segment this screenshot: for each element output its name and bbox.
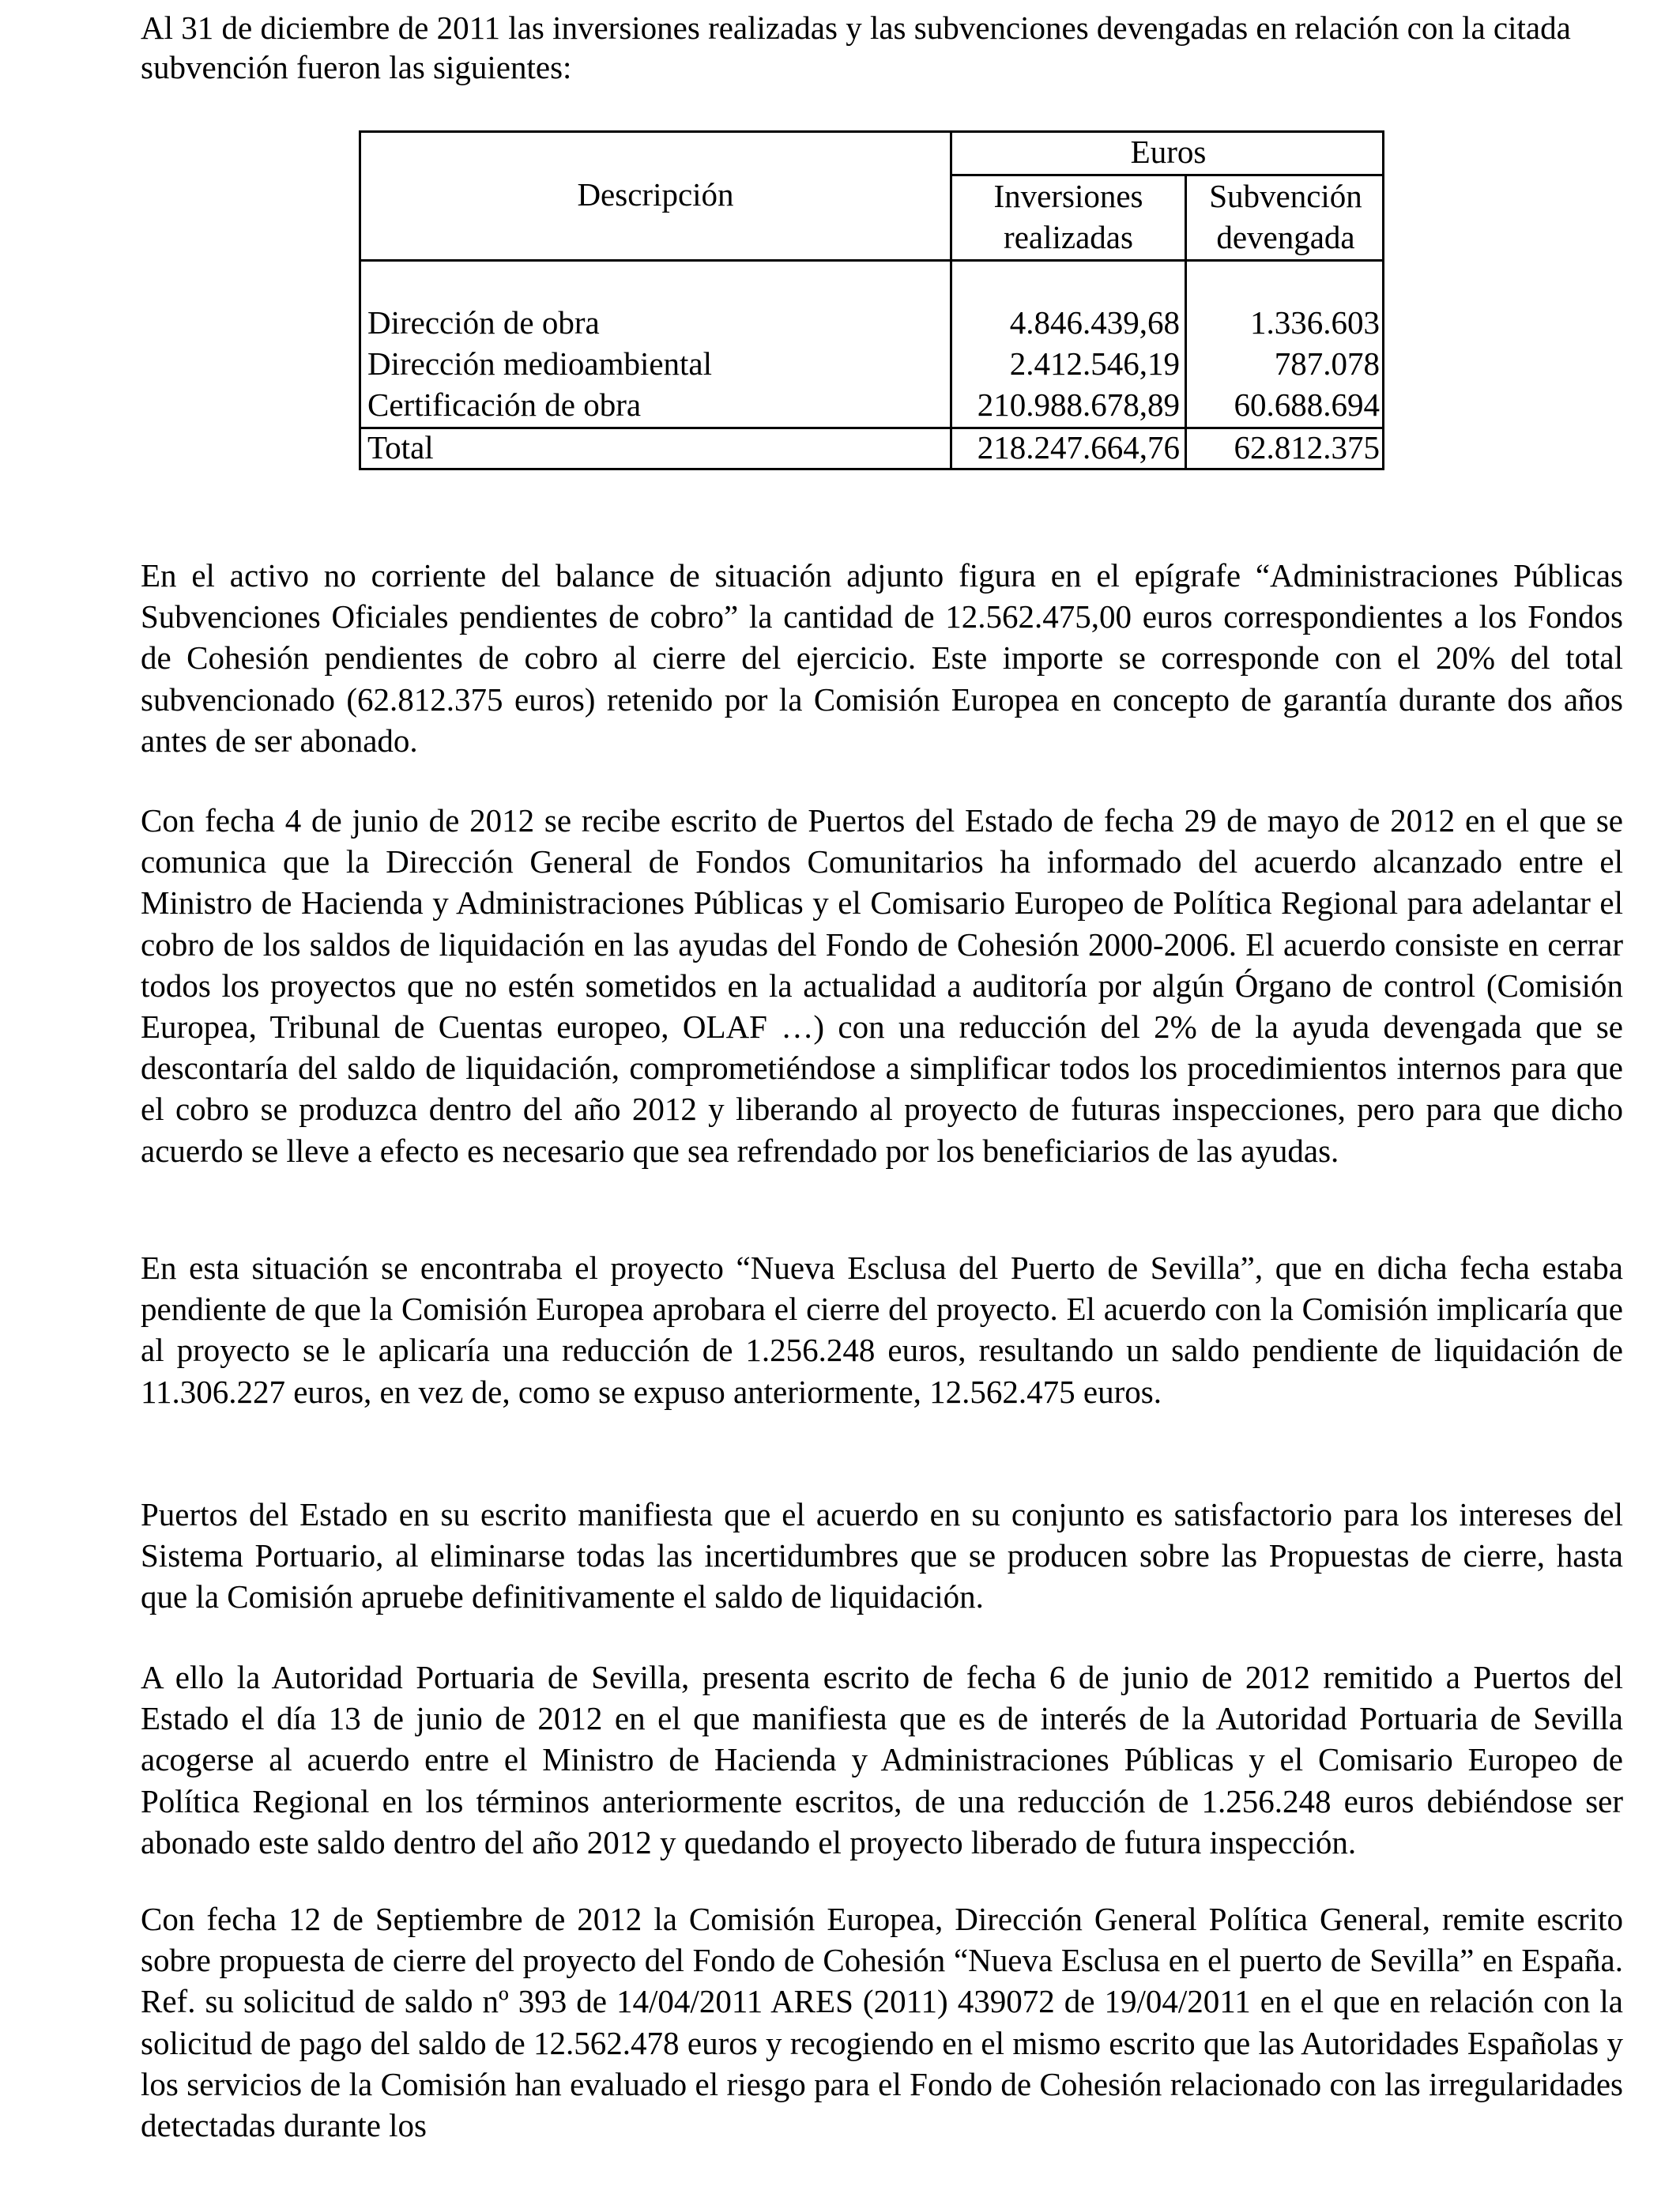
header-descripcion: Descripción bbox=[577, 176, 734, 213]
autoridad-paragraph: A ello la Autoridad Portuaria de Sevilla, presenta escrito de fecha 6 de junio de 2012 remitido a Puertos del Estado el día 13 de junio de 2012 en el que manifiesta que es de interés de la Autoridad Portuaria de Sevilla acogerse al acuerdo entre el Ministro de Hacienda y Administraciones Públicas y el Comisario Europeo de Política Regional en los términos anteriormente escritos, de una reducción de 1.256.248 euros debiéndose ser abonado este saldo dentro del año 2012 y quedando el proyecto liberado de futura inspección. bbox=[141, 1659, 1623, 1860]
total-inversiones: 218.247.664,76 bbox=[977, 429, 1180, 466]
row-subvencion: 1.336.603 bbox=[1250, 304, 1380, 341]
row-descripcion: Dirección de obra bbox=[367, 304, 600, 341]
header-inversiones-line1: Inversiones bbox=[993, 178, 1143, 214]
intro-paragraph: Al 31 de diciembre de 2011 las inversiones realizadas y las subvenciones devengadas en relación con la citada subvención fueron las siguientes: bbox=[141, 9, 1571, 85]
row-descripcion: Dirección medioambiental bbox=[367, 345, 713, 382]
row-subvencion: 60.688.694 bbox=[1234, 386, 1380, 423]
activo-paragraph: En el activo no corriente del balance de situación adjunto figura en el epígrafe “Administraciones Públicas Subvenciones Oficiales pendientes de cobro” la cantidad de 12.562.475,00 euros correspondientes a los Fondos de Cohesión pendientes de cobro al cierre del ejercicio. Este importe se corresponde con el 20% del total subvencionado (62.812.375 euros) retenido por la Comisión Europea en concepto de garantía durante dos años antes de ser abonado. bbox=[141, 557, 1623, 759]
row-descripcion: Certificación de obra bbox=[367, 386, 642, 423]
junio-paragraph: Con fecha 4 de junio de 2012 se recibe escrito de Puertos del Estado de fecha 29 de mayo de 2012 en el que se comunica que la Dirección General de Fondos Comunitarios ha informado del acuerdo alcanzado entre el Ministro de Hacienda y Administraciones Públicas y el Comisario Europeo de Política Regional para adelantar el cobro de los saldos de liquidación en las ayudas del Fondo de Cohesión 2000-2006. El acuerdo consiste en cerrar todos los proyectos que no estén sometidos en la actualidad a auditoría por algún Órgano de control (Comisión Europea, Tribunal de Cuentas europeo, OLAF …) con una reducción del 2% de la ayuda devengada que se descontaría del saldo de liquidación, comprometiéndose a simplificar todos los procedimientos internos para que el cobro se produzca dentro del año 2012 y liberando al proyecto de futuras inspecciones, pero para que dicho acuerdo se lleve a efecto es necesario que sea refrendado por los beneficiarios de las ayudas. bbox=[141, 802, 1623, 1169]
row-subvencion: 787.078 bbox=[1274, 345, 1380, 382]
puertos-paragraph: Puertos del Estado en su escrito manifiesta que el acuerdo en su conjunto es satisfactorio para los intereses del Sistema Portuario, al eliminarse todas las incertidumbres que se producen sobre las Propuestas de cierre, hasta que la Comisión apruebe definitivamente el saldo de liquidación. bbox=[141, 1496, 1623, 1615]
row-inversiones: 4.846.439,68 bbox=[1009, 304, 1180, 341]
row-inversiones: 210.988.678,89 bbox=[977, 386, 1180, 423]
header-bottom-divider bbox=[361, 259, 1382, 262]
header-inversiones-line2: realizadas bbox=[1004, 219, 1133, 255]
header-euros: Euros bbox=[1130, 134, 1207, 170]
header-subvencion-line1: Subvención bbox=[1209, 178, 1362, 214]
total-subvencion: 62.812.375 bbox=[1234, 429, 1380, 466]
investment-table bbox=[359, 130, 1384, 470]
total-descripcion: Total bbox=[367, 429, 434, 466]
situacion-paragraph: En esta situación se encontraba el proyecto “Nueva Esclusa del Puerto de Sevilla”, que en dicha fecha estaba pendiente de que la Comisión Europea aprobara el cierre del proyecto. El acuerdo con la Comisión implicaría que al proyecto se le aplicaría una reducción de 1.256.248 euros, resultando un saldo pendiente de liquidación de 11.306.227 euros, en vez de, como se expuso anteriormente, 12.562.475 euros. bbox=[141, 1250, 1623, 1410]
septiembre-paragraph: Con fecha 12 de Septiembre de 2012 la Comisión Europea, Dirección General Política General, remite escrito sobre propuesta de cierre del proyecto del Fondo de Cohesión “Nueva Esclusa en el puerto de Sevilla” en España. Ref. su solicitud de saldo nº 393 de 14/04/2011 ARES (2011) 439072 de 19/04/2011 en el que en relación con la solicitud de pago del saldo de 12.562.478 euros y recogiendo en el mismo escrito que las Autoridades Españolas y los servicios de la Comisión han evaluado el riesgo para el Fondo de Cohesión relacionado con las irregularidades detectadas durante los bbox=[141, 1901, 1623, 2144]
row-inversiones: 2.412.546,19 bbox=[1009, 345, 1180, 382]
header-subvencion-line2: devengada bbox=[1216, 219, 1355, 255]
